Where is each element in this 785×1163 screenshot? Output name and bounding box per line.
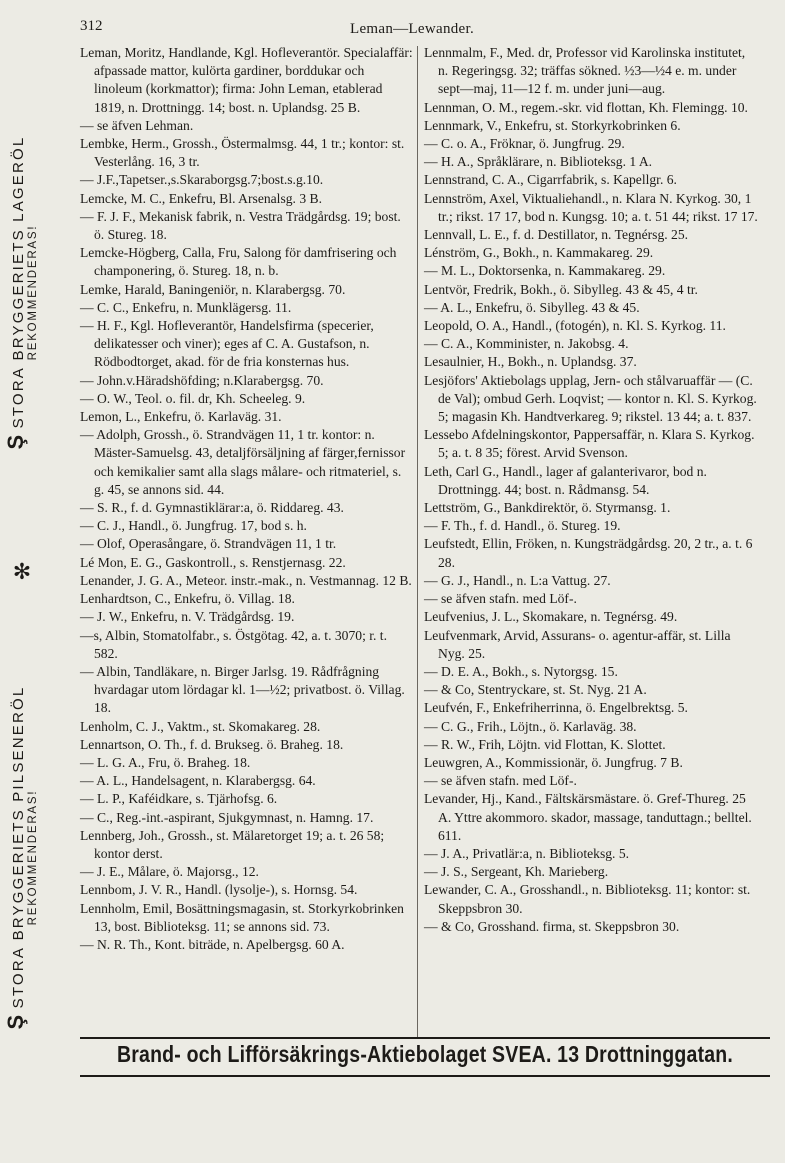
directory-entry: Leman, Moritz, Handlande, Kgl. Hofleverantör. Specialaffär: afpassade mattor, kulörta gardiner, borddukar och linoleum (korkmattor); firma: John Leman, etablerad 1819, n. Drottningg. 14; bost. n. Uplandsg. 25 B. bbox=[80, 45, 413, 115]
directory-entry: — Adolph, Grossh., ö. Strandvägen 11, 1 tr. kontor: n. Mäster-Samuelsg. 43, detaljförsäljning af färger,fernissor och kemikalier samt alla slags målare- och ritmateriel, s. g. 45, se annons sid. 44. bbox=[80, 427, 406, 497]
directory-entry: — L. P., Kaféidkare, s. Tjärhofsg. 6. bbox=[80, 791, 278, 807]
directory-entry: — C., Reg.-int.-aspirant, Sjukgymnast, n. Hamng. 17. bbox=[80, 809, 374, 825]
directory-entry: Lennartson, O. Th., f. d. Brukseg. ö. Braheg. 18. bbox=[80, 736, 344, 752]
side-ad-line2: REKOMMENDERAS! bbox=[27, 224, 39, 361]
directory-entry: — F. J. F., Mekanisk fabrik, n. Vestra Trädgårdsg. 19; bost. ö. Stureg. 18. bbox=[80, 208, 401, 243]
directory-entry: Lennman, O. M., regem.-skr. vid flottan, Kh. Flemingg. 10. bbox=[424, 99, 748, 115]
directory-entry: — C. A., Komminister, n. Jakobsg. 4. bbox=[424, 336, 629, 352]
directory-entry: Lenander, J. G. A., Meteor. instr.-mak., n. Vestmannag. 12 B. bbox=[80, 572, 412, 588]
directory-entry: — M. L., Doktorsenka, n. Kammakareg. 29. bbox=[424, 263, 666, 279]
directory-entry: — C. G., Frih., Löjtn., ö. Karlaväg. 38. bbox=[424, 718, 637, 734]
directory-entry: — J. W., Enkefru, n. V. Trädgårdsg. 19. bbox=[80, 609, 295, 625]
directory-entry: Lennbom, J. V. R., Handl. (lysolje-), s. Hornsg. 54. bbox=[80, 882, 358, 898]
column-divider bbox=[417, 46, 418, 1038]
directory-entry: Lenhardtson, C., Enkefru, ö. Villag. 18. bbox=[80, 591, 295, 607]
directory-entry: Lesaulnier, H., Bokh., n. Uplandsg. 37. bbox=[424, 354, 637, 370]
directory-entry: Leufvén, F., Enkefriherrinna, ö. Engelbrektsg. 5. bbox=[424, 700, 688, 716]
directory-entry: Lemke, Harald, Baningeniör, n. Klarabergsg. 70. bbox=[80, 281, 346, 297]
directory-entry: Lemcke-Högberg, Calla, Fru, Salong för damfrisering och champonering, ö. Stureg. 18, n. b. bbox=[80, 245, 397, 279]
directory-entry: — O. W., Teol. o. fil. dr, Kh. Scheeleg. 9. bbox=[80, 390, 306, 406]
directory-entry: — J. S., Sergeant, Kh. Marieberg. bbox=[424, 864, 609, 880]
directory-entry: Lentvör, Fredrik, Bokh., ö. Sibylleg. 43 & 45, 4 tr. bbox=[424, 281, 698, 297]
directory-entry: Lessebo Afdelningskontor, Pappersaffär, n. Klara S. Kyrkog. 5; a. t. 8 35; förest. Arvid Svenson. bbox=[424, 427, 755, 461]
directory-entry: Leufvenmark, Arvid, Assurans- o. agentur-affär, st. Lilla Nyg. 25. bbox=[424, 627, 731, 661]
directory-entry: — Albin, Tandläkare, n. Birger Jarlsg. 19. Rådfrågning hvardagar utom lördagar kl. 1—½2; privatbost. ö. Villag. 18. bbox=[80, 663, 405, 716]
directory-entry: Lénström, G., Bokh., n. Kammakareg. 29. bbox=[424, 245, 654, 261]
left-column bbox=[80, 44, 414, 954]
directory-entry: — A. L., Enkefru, ö. Sibylleg. 43 & 45. bbox=[424, 299, 640, 315]
directory-entry: — J. E., Målare, ö. Majorsg., 12. bbox=[80, 864, 259, 880]
directory-entry: — C. J., Handl., ö. Jungfrug. 17, bod s. h. bbox=[80, 518, 307, 534]
directory-entry: Leufvenius, J. L., Skomakare, n. Tegnérsg. 49. bbox=[424, 609, 678, 625]
directory-entry: — John.v.Häradshöfding; n.Klarabergsg. 70. bbox=[80, 372, 324, 388]
directory-columns bbox=[80, 44, 770, 1044]
directory-entry: — J. A., Privatlär:a, n. Biblioteksg. 5. bbox=[424, 845, 630, 861]
side-ad-lager bbox=[3, 30, 39, 555]
directory-entry: Lemcke, M. C., Enkefru, Bl. Arsenalsg. 3 B. bbox=[80, 190, 323, 206]
running-head: Leman—Lewander. bbox=[349, 21, 475, 37]
directory-entry: — S. R., f. d. Gymnastiklärar:a, ö. Riddareg. 43. bbox=[80, 500, 344, 516]
side-ad-line1: STORA BRYGGERIETS PILSENERÖL bbox=[10, 685, 27, 1009]
footer-rule bbox=[80, 1075, 770, 1077]
directory-entry: — & Co, Grosshand. firma, st. Skeppsbron 30. bbox=[424, 918, 680, 934]
directory-entry: Levander, Hj., Kand., Fältskärsmästare. ö. Gref-Thureg. 25 A. Yttre akommoro. skador, massage, tanduttagn.; belltel. 611. bbox=[424, 791, 752, 843]
bottom-rule bbox=[80, 1037, 770, 1039]
directory-entry: — J.F.,Tapetser.,s.Skaraborgsg.7;bost.s.g.10. bbox=[80, 172, 324, 188]
side-ad-pilsener bbox=[3, 595, 39, 1120]
directory-entry: — H. F., Kgl. Hofleverantör, Handelsfirma (specerier, delikatesser och viner); eges af C. A. Gustafson, n. Rödbodtorget, akad. för de fria konsternas hus. bbox=[80, 318, 374, 370]
directory-entry: Leth, Carl G., Handl., lager af galanterivaror, bod n. Drottningg. 44; bost. n. Rådmansg. 54. bbox=[424, 463, 707, 497]
directory-entry: —s, Albin, Stomatolfabr., s. Östgötag. 42, a. t. 3070; r. t. 582. bbox=[80, 627, 387, 661]
directory-entry: Lewander, C. A., Grosshandl., n. Biblioteksg. 11; kontor: st. Skeppsbron 30. bbox=[424, 882, 751, 916]
directory-entry: — L. G. A., Fru, ö. Braheg. 18. bbox=[80, 754, 251, 770]
directory-entry: Lennmark, V., Enkefru, st. Storkyrkobrinken 6. bbox=[424, 117, 681, 133]
directory-entry: Lemon, L., Enkefru, ö. Karlaväg. 31. bbox=[80, 409, 282, 425]
directory-entry: — G. J., Handl., n. L:a Vattug. 27. bbox=[424, 572, 611, 588]
side-ad-glyph: Ş bbox=[3, 1014, 28, 1030]
side-ad-line2: REKOMMENDERAS! bbox=[27, 789, 39, 926]
directory-entry: — N. R. Th., Kont. biträde, n. Apelbergsg. 60 A. bbox=[80, 936, 345, 952]
page-number: 312 bbox=[80, 18, 103, 34]
directory-entry: Lesjöfors' Aktiebolags upplag, Jern- och stålvaruaffär — (C. de Val); ombud Gerh. Loqvist; — kontor n. Kl. S. Kyrkog. 5; magasin Kh. Handtverkareg. 9; rikstel. 13 44; a. t. 837. bbox=[424, 372, 757, 425]
directory-entry: Lennholm, Emil, Bosättningsmagasin, st. Storkyrkobrinken 13, bost. Biblioteksg. 11; se annons sid. 73. bbox=[80, 900, 404, 934]
directory-entry: — R. W., Frih, Löjtn. vid Flottan, K. Slottet. bbox=[424, 736, 666, 752]
directory-entry: — F. Th., f. d. Handl., ö. Stureg. 19. bbox=[424, 518, 621, 534]
directory-entry: Lennström, Axel, Viktualiehandl., n. Klara N. Kyrkog. 30, 1 tr.; rikst. 17 17, bod n. Kungsg. 10; a. t. 51 44; rikst. 17 17. bbox=[424, 190, 758, 224]
directory-entry: Lettström, G., Bankdirektör, ö. Styrmansg. 1. bbox=[424, 500, 671, 516]
directory-entry: — D. E. A., Bokh., s. Nytorgsg. 15. bbox=[424, 663, 618, 679]
directory-entry: — & Co, Stentryckare, st. St. Nyg. 21 A. bbox=[424, 682, 647, 698]
directory-entry: Lembke, Herm., Grossh., Östermalmsg. 44, 1 tr.; kontor: st. Vesterlång. 16, 3 tr. bbox=[80, 136, 405, 170]
side-ad-glyph: Ş bbox=[3, 434, 28, 450]
directory-entry: Lennberg, Joh., Grossh., st. Mälaretorget 19; a. t. 26 58; kontor derst. bbox=[80, 827, 385, 861]
side-ad-line1: STORA BRYGGERIETS LAGERÖL bbox=[10, 135, 27, 429]
directory-entry: Leopold, O. A., Handl., (fotogén), n. Kl. S. Kyrkog. 11. bbox=[424, 318, 726, 334]
directory-entry: — H. A., Språklärare, n. Biblioteksg. 1 A. bbox=[424, 154, 653, 170]
directory-entry: Lé Mon, E. G., Gaskontroll., s. Renstjernasg. 22. bbox=[80, 554, 346, 570]
directory-entry: — C. C., Enkefru, n. Munklägersg. 11. bbox=[80, 299, 292, 315]
directory-entry: — se äfven stafn. med Löf-. bbox=[424, 591, 577, 607]
directory-entry: — se äfven Lehman. bbox=[80, 117, 194, 133]
directory-entry: Lenholm, C. J., Vaktm., st. Skomakareg. 28. bbox=[80, 718, 321, 734]
directory-entry: Lennvall, L. E., f. d. Destillator, n. Tegnérsg. 25. bbox=[424, 227, 689, 243]
side-separator-icon: ✻ bbox=[12, 560, 32, 585]
right-column bbox=[424, 44, 758, 936]
directory-entry: Lennstrand, C. A., Cigarrfabrik, s. Kapellgr. 6. bbox=[424, 172, 677, 188]
footer-advertisement: Brand- och Lifförsäkrings-Aktiebolaget SVEA. 13 Drottninggatan. bbox=[116, 1041, 734, 1068]
directory-entry: — Olof, Operasångare, ö. Strandvägen 11, 1 tr. bbox=[80, 536, 337, 552]
directory-entry: — A. L., Handelsagent, n. Klarabergsg. 64. bbox=[80, 773, 316, 789]
directory-entry: — C. o. A., Fröknar, ö. Jungfrug. 29. bbox=[424, 136, 625, 152]
directory-entry: Leuwgren, A., Kommissionär, ö. Jungfrug. 7 B. bbox=[424, 754, 683, 770]
page-header bbox=[72, 18, 752, 42]
directory-entry: Lennmalm, F., Med. dr, Professor vid Karolinska institutet, n. Regeringsg. 32; träffas sökned. ½3—½4 e. m. under sept—maj, 11—12 f. m. under juni—aug. bbox=[424, 45, 746, 97]
directory-entry: Leufstedt, Ellin, Fröken, n. Kungsträdgårdsg. 20, 2 tr., a. t. 6 28. bbox=[424, 536, 753, 570]
directory-entry: — se äfven stafn. med Löf-. bbox=[424, 773, 577, 789]
